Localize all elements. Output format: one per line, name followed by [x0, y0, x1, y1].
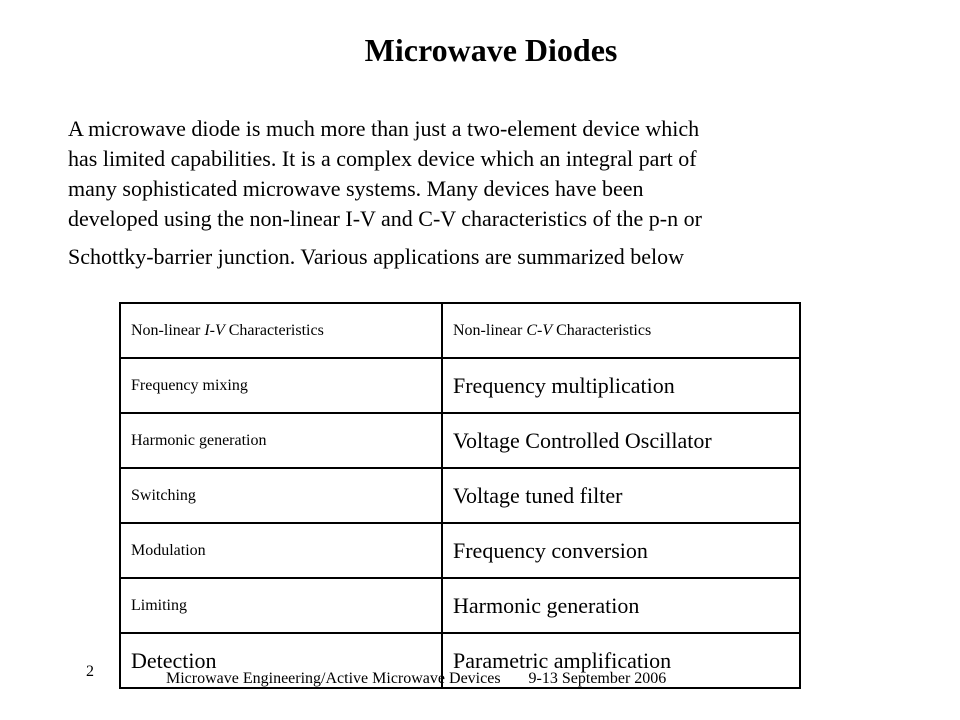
cv-application-cell: Frequency multiplication	[442, 358, 800, 413]
header-em: C-V	[526, 321, 553, 339]
table-row	[120, 413, 800, 468]
iv-application-cell: Harmonic generation	[120, 413, 442, 468]
header-em: I-V	[204, 321, 225, 339]
paragraph-line: A microwave diode is much more than just a two-element device which	[68, 116, 700, 141]
header-cv-characteristics	[442, 303, 800, 358]
footer-course: Microwave Engineering/Active Microwave Devices	[166, 670, 501, 687]
cv-application-cell: Voltage Controlled Oscillator	[442, 413, 800, 468]
table-row	[120, 358, 800, 413]
paragraph-line: Schottky-barrier junction. Various applications are summarized below	[68, 244, 685, 269]
cv-application-cell: Parametric amplification	[442, 633, 800, 688]
applications-table	[119, 302, 801, 689]
table-row	[120, 468, 800, 523]
header-text: Non-linear	[131, 321, 205, 339]
table-header-row	[120, 303, 800, 358]
header-text: Characteristics	[224, 321, 324, 339]
iv-application-cell: Modulation	[120, 523, 442, 578]
table-row	[120, 633, 800, 688]
paragraph-line: many sophisticated microwave systems. Many devices have been	[68, 176, 644, 201]
table-row	[120, 523, 800, 578]
cv-application-cell: Harmonic generation	[442, 578, 800, 633]
header-text: Characteristics	[552, 321, 652, 339]
intro-paragraph	[68, 114, 868, 272]
table-row	[120, 578, 800, 633]
cv-application-cell: Frequency conversion	[442, 523, 800, 578]
iv-application-cell: Frequency mixing	[120, 358, 442, 413]
header-iv-characteristics	[120, 303, 442, 358]
cv-application-cell: Voltage tuned filter	[442, 468, 800, 523]
footer-date: 9-13 September 2006	[528, 670, 667, 687]
slide-title: Microwave Diodes	[364, 32, 618, 68]
page-number: 2	[86, 663, 94, 680]
iv-application-cell: Detection	[120, 633, 442, 688]
iv-application-cell: Switching	[120, 468, 442, 523]
header-text: Non-linear	[453, 321, 527, 339]
paragraph-line: has limited capabilities. It is a complex device which an integral part of	[68, 146, 697, 171]
paragraph-line: developed using the non-linear I-V and C-V characteristics of the p-n or	[68, 206, 702, 231]
iv-application-cell: Limiting	[120, 578, 442, 633]
